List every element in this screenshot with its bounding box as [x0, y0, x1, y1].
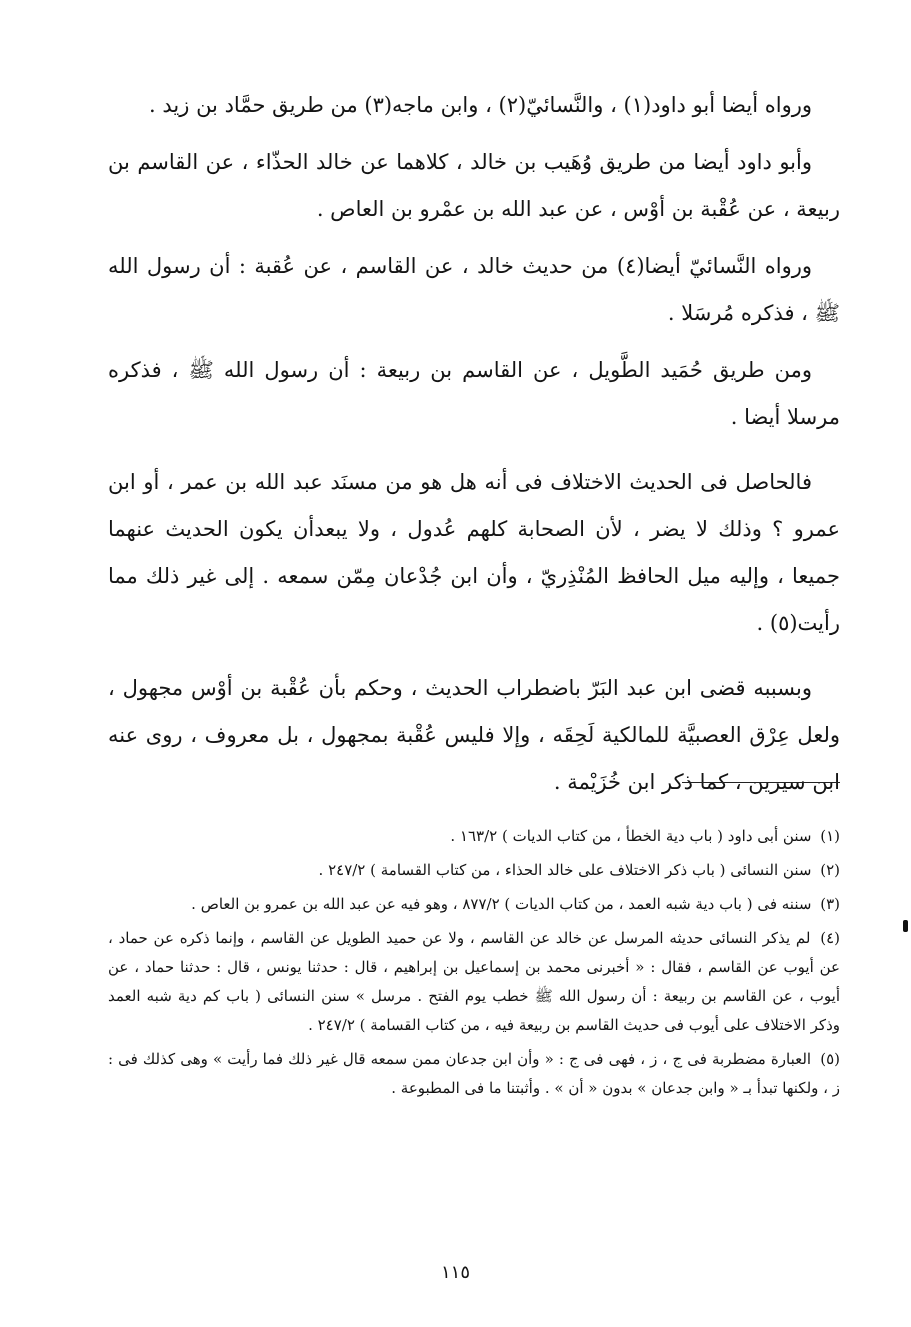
footnote-1 [108, 822, 840, 851]
footnote-number: (١) [820, 827, 840, 845]
paragraph-5: فالحاصل فى الحديث الاختلاف فى أنه هل هو من مسنَد عبد الله بن عمر ، أو ابن عمرو ؟ وذلك لا يضر ، لأن الصحابة كلهم عُدول ، ولا يبعدأن يكون الحديث عنهما جميعا ، وإليه ميل الحافظ المُنْذِريّ ، وأن ابن جُدْعان مِمّن سمعه . إلى غير ذلك مما رأيت(٥) . [108, 470, 840, 635]
footnote-text: سنن النسائى ( باب ذكر الاختلاف على خالد الحذاء ، من كتاب القسامة ) ٢٤٧/٢ . [318, 861, 812, 879]
footnote-text: سننه فى ( باب دية شبه العمد ، من كتاب الديات ) ٨٧٧/٢ ، وهو فيه عن عبد الله بن عمرو بن العاص . [191, 895, 812, 913]
scan-edge-mark [903, 920, 908, 932]
footnote-2 [108, 856, 840, 885]
footnote-number: (٣) [820, 895, 840, 913]
footnote-text: لم يذكر النسائى حديثه المرسل عن خالد عن القاسم ، ولا عن حميد الطويل عن القاسم ، وإنما ذكره عن حماد ، عن أيوب عن القاسم ، فقال : « أخبرنى محمد بن إسماعيل بن إبراهيم ، قال : حدثنا يونس ، قال : حدثنا حماد ، عن أيوب ، عن القاسم بن ربيعة : أن رسول الله ﷺ خطب يوم الفتح . مرسل » سنن النسائى ( باب كم دية شبه العمد وذكر الاختلاف على أيوب فى حديث القاسم بن ربيعة فيه ، من كتاب القسامة ) ٢٤٧/٢ . [108, 929, 840, 1034]
footnote-number: (٥) [820, 1050, 840, 1068]
footnote-number: (٤) [820, 929, 840, 947]
paragraph-6: وبسببه قضى ابن عبد البَرّ باضطراب الحديث ، وحكم بأن عُقْبة بن أوْس مجهول ، ولعل عِرْق العصبيَّة للمالكية لَحِقَه ، وإلا فليس عُقْبة بمجهول ، بل معروف ، روى عنه ابن سيرين ، كما ذكر ابن خُزَيْمة . [108, 676, 840, 794]
paragraph-2: وأبو داود أيضا من طريق وُهَيب بن خالد ، كلاهما عن خالد الحذّاء ، عن القاسم بن ربيعة ، عن عُقْبة بن أوْس ، عن عبد الله بن عمْرو بن العاص . [108, 150, 840, 221]
footnote-divider [682, 782, 840, 783]
footnotes [108, 822, 840, 1108]
paragraph-4: ومن طريق حُمَيد الطَّويل ، عن القاسم بن ربيعة : أن رسول الله ﷺ ، فذكره مرسلا أيضا . [108, 358, 840, 429]
footnote-text: العبارة مضطربة فى ج ، ز ، فهى فى ج : « وأن ابن جدعان ممن سمعه قال غير ذلك فما رأيت » وهى كذلك فى : ز ، ولكنها تبدأ بـ « وابن جدعان » بدون « أن » . وأثبتنا ما فى المطبوعة . [108, 1050, 840, 1097]
main-text [108, 82, 840, 794]
footnote-number: (٢) [820, 861, 840, 879]
paragraph-3: ورواه النَّسائيّ أيضا(٤) من حديث خالد ، عن القاسم ، عن عُقبة : أن رسول الله ﷺ ، فذكره مُرسَلا . [108, 254, 840, 325]
body-text-block [108, 82, 840, 794]
footnote-3 [108, 890, 840, 919]
paragraph-1: ورواه أيضا أبو داود(١) ، والنَّسائيّ(٢) ، وابن ماجه(٣) من طريق حمَّاد بن زيد . [149, 93, 812, 117]
footnote-4 [108, 924, 840, 1040]
footnote-5 [108, 1045, 840, 1103]
page-number: ١١٥ [440, 1262, 470, 1283]
footnote-text: سنن أبى داود ( باب دية الخطأ ، من كتاب الديات ) ١٦٣/٢ . [450, 827, 812, 845]
